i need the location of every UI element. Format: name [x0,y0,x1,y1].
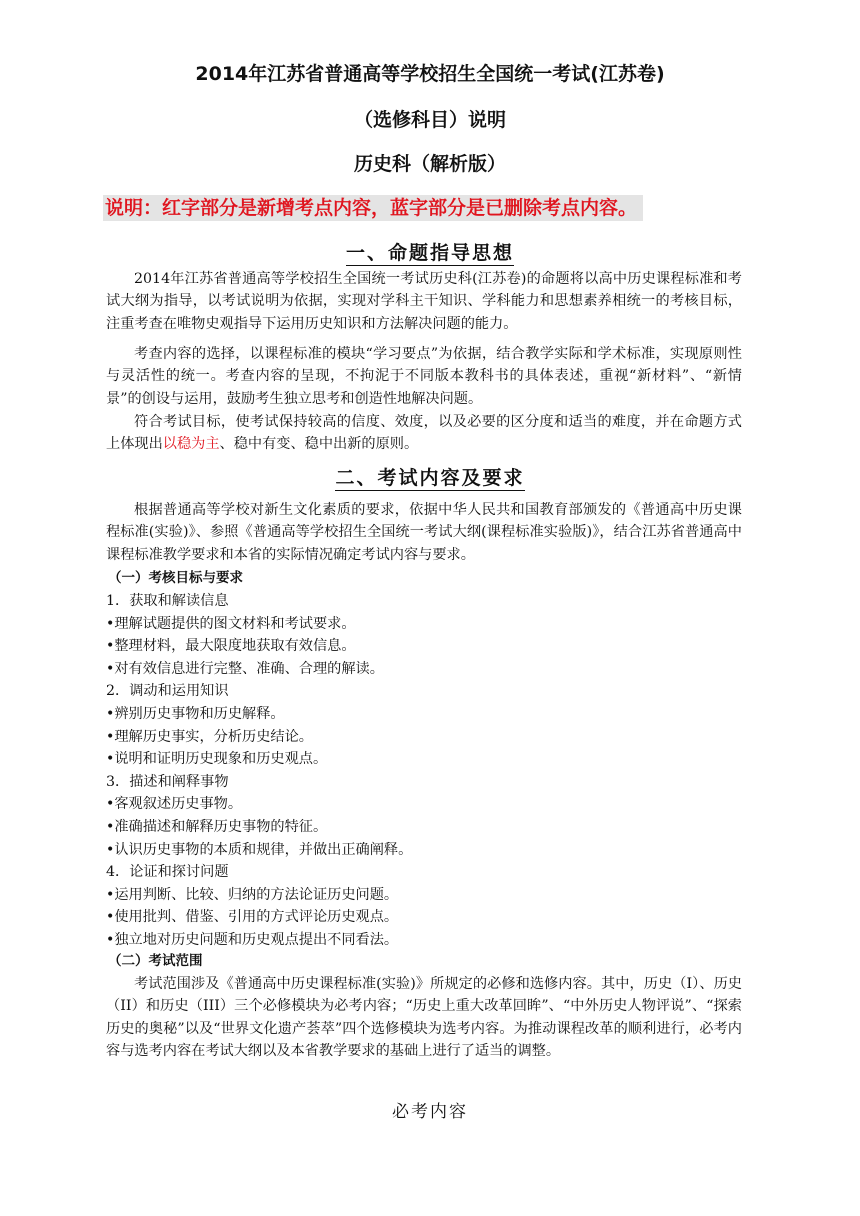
list-item: •使用批判、借鉴、引用的方式评论历史观点。 [106,909,399,926]
list-item: •认识历史事物的本质和规律，并做出正确阐释。 [106,841,413,858]
doc-title-line2: （选修科目）说明 [353,109,506,131]
highlight-notice: 说明：红字部分是新增考点内容，蓝字部分是已删除考点内容。 [103,195,643,221]
list-item: •辨别历史事物和历史解释。 [106,705,285,722]
doc-title-line3: 历史科（解析版） [353,153,506,175]
required-content-heading: 必考内容 [392,1102,468,1122]
list-item: •说明和证明历史现象和历史观点。 [106,751,328,768]
list-item: •整理材料，最大限度地获取有效信息。 [106,638,356,655]
doc-title-line1: 2014年江苏省普通高等学校招生全国统一考试(江苏卷) [195,63,665,85]
section2-intro: 根据普通高等学校对新生文化素质的要求，依据中华人民共和国教育部颁发的《普通高中历史课程标准(实验)》、参照《普通高等学校招生全国统一考试大纲(课程标准实验版)》，结合江苏省普通高中课程标准教学要求和本省的实际情况确定考试内容与要求。 [106,502,742,563]
list-item: 2．调动和运用知识 [106,683,229,700]
goals-list [106,590,746,952]
subheading-assessment-goals: （一）考核目标与要求 [108,570,243,586]
list-item: •对有效信息进行完整、准确、合理的解读。 [106,660,384,677]
list-item: 3．描述和阐释事物 [106,773,229,790]
list-item: •运用判断、比较、归纳的方法论证历史问题。 [106,886,399,903]
section1-paragraph-2: 考查内容的选择，以课程标准的模块“学习要点”为依据，结合教学实际和学术标准，实现原则性与灵活性的统一。考查内容的呈现，不拘泥于不同版本教科书的具体表述，重视“新材料”、“新情景”的创设与运用，鼓励考生独立思考和创造性地解决问题。 [106,346,742,407]
list-item: 1．获取和解读信息 [106,593,229,609]
subheading-exam-scope: （二）考试范围 [108,953,203,969]
para3-text-after: 、稳中有变、稳中出新的原则。 [219,436,419,453]
list-item: 4．论证和探讨问题 [106,864,229,881]
section-heading-2-text: 二、考试内容及要求 [335,467,525,489]
list-item: •理解历史事实，分析历史结论。 [106,728,313,745]
list-item: •客观叙述历史事物。 [106,796,243,813]
list-item: •独立地对历史问题和历史观点提出不同看法。 [106,931,399,948]
section1-paragraph-1: 2014年江苏省普通高等学校招生全国统一考试历史科(江苏卷)的命题将以高中历史课程标准和考试大纲为指导，以考试说明为依据，实现对学科主干知识、学科能力和思想素养相统一的考核目标，注重考查在唯物史观指导下运用历史知识和方法解决问题的能力。 [106,271,742,332]
exam-scope-paragraph: 考试范围涉及《普通高中历史课程标准(实验)》所规定的必修和选修内容。其中，历史（I）、历史（II）和历史（III）三个必修模块为必考内容；“历史上重大改革回眸”、“中外历史人物评说”、“探索历史的奥秘”以及“世界文化遗产荟萃”四个选修模块为选考内容。为推动课程改革的顺利进行，必考内容与选考内容在考试大纲以及本省教学要求的基础上进行了适当的调整。 [106,976,742,1059]
section-heading-2 [0,466,860,490]
new-content-highlight: 以稳为主 [162,436,220,453]
section-heading-1 [0,241,860,265]
para3-text-before: 符合考试目标，使考试保持较高的信度、效度，以及必要的区分度和适当的难度，并在命题方式上体现出 [106,414,742,453]
list-item: •理解试题提供的图文材料和考试要求。 [106,615,356,632]
section1-paragraph-3 [106,411,742,456]
section-heading-1-text: 一、命题指导思想 [345,242,514,264]
list-item: •准确描述和解释历史事物的特征。 [106,818,328,835]
